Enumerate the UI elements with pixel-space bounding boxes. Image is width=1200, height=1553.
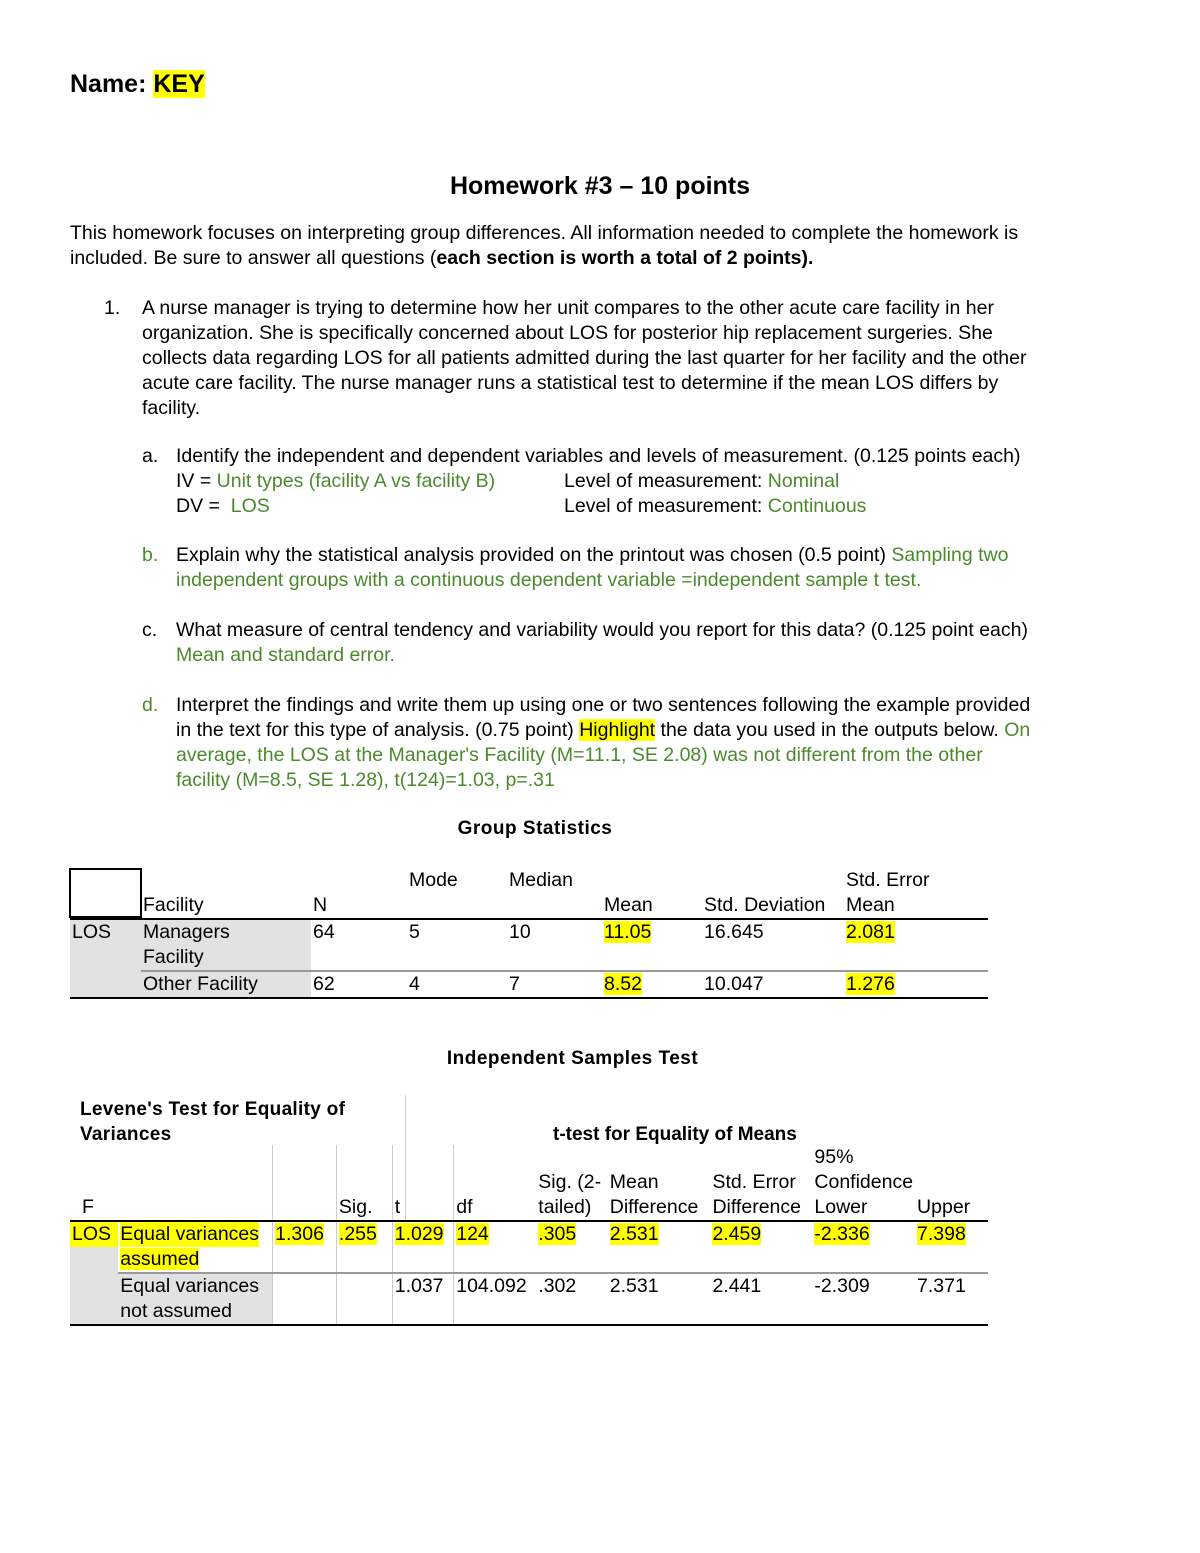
col-ci-line1: 95% (814, 1146, 854, 1168)
item-d-question-end: the data you used in the outputs below. (655, 719, 1005, 741)
median-cell: 7 (509, 973, 520, 995)
sig2-cell: .302 (538, 1275, 577, 1297)
f-cell (273, 1221, 337, 1273)
df-cell (454, 1221, 537, 1273)
item-c-answer: Mean and standard error. (176, 644, 395, 666)
md-value: 2.531 (609, 1223, 659, 1245)
page-title: Homework #3 – 10 points (449, 172, 751, 200)
levene-line2: Variances (80, 1124, 172, 1145)
row-label-text: LOS (72, 1223, 112, 1245)
item-d-answer-line: average, the LOS at the Manager's Facility (M=11.1, SE 2.08) was not different from the other (176, 744, 983, 766)
facility-cell: Other Facility (141, 971, 311, 998)
mean-value: 8.52 (604, 973, 642, 995)
col-sig: Sig. (336, 1145, 392, 1221)
question-1-text (142, 296, 1132, 421)
sig-cell (336, 1273, 392, 1325)
facility-line1: Managers (143, 921, 230, 943)
col-df: df (454, 1145, 537, 1221)
se-cell (844, 971, 988, 998)
item-a-label: a. (142, 445, 159, 467)
median-cell: 10 (509, 921, 531, 943)
dv-level-label: Level of measurement: (564, 495, 768, 517)
upper-cell (915, 1221, 988, 1273)
col-sed-line1: Std. Error (712, 1171, 796, 1193)
dv-answer: LOS (230, 495, 270, 517)
sig-cell (336, 1221, 392, 1273)
col-sig2 (536, 1145, 607, 1221)
table-row (70, 1273, 988, 1325)
upper-value: 7.398 (917, 1223, 966, 1245)
iv-level-answer: Nominal (767, 470, 840, 492)
table-row (70, 971, 988, 998)
n-cell: 62 (313, 973, 335, 995)
levene-heading (80, 1097, 345, 1147)
iv-level-label: Level of measurement: (564, 470, 768, 492)
variance-label-line2: assumed (120, 1248, 200, 1270)
mean-value: 11.05 (604, 921, 652, 943)
q1-line: facility. (142, 397, 201, 419)
group-statistics-table (70, 868, 988, 999)
intro-line-1: This homework focuses on interpreting group differences. All information needed to complete the homework is (70, 222, 1019, 244)
independent-samples-table (70, 1145, 988, 1326)
item-a (176, 444, 1136, 519)
intro-bold: each section is worth a total of 2 points). (436, 247, 814, 269)
col-median: Median (509, 869, 573, 891)
variance-label-line2: not assumed (120, 1300, 232, 1322)
table-row (70, 919, 988, 971)
question-number: 1. (104, 297, 121, 319)
col-mode: Mode (409, 869, 458, 891)
ttest-heading: t-test for Equality of Means (553, 1124, 797, 1145)
col-f: F (82, 1196, 94, 1218)
item-d (176, 693, 1136, 793)
lower-cell (812, 1221, 915, 1273)
sig-value: .255 (338, 1223, 377, 1245)
sig2-value: .305 (538, 1223, 577, 1245)
item-a-question: Identify the independent and dependent variables and levels of measurement. (0.125 points each) (176, 445, 1021, 467)
col-se (844, 868, 988, 919)
se-cell (844, 919, 988, 971)
intro-paragraph (70, 221, 1140, 271)
t-cell (392, 1221, 454, 1273)
col-upper: Upper (917, 1196, 971, 1218)
q1-line: acute care facility. The nurse manager runs a statistical test to determine if the mean LOS differs by (142, 372, 999, 394)
q1-line: organization. She is specifically concerned about LOS for posterior hip replacement surgeries. She (142, 322, 993, 344)
q1-line: collects data regarding LOS for all patients admitted during the last quarter for her facility and the other (142, 347, 1027, 369)
col-sig2-line2: tailed) (538, 1196, 592, 1218)
sig2-cell (536, 1221, 607, 1273)
lower-value: -2.336 (814, 1223, 870, 1245)
item-c (176, 618, 1136, 668)
col-lower: Lower (814, 1196, 868, 1218)
col-se-line1: Std. Error (846, 869, 930, 891)
name-label: Name: (70, 70, 147, 98)
col-sd: Std. Deviation (704, 894, 826, 916)
col-sed-line2: Difference (712, 1196, 801, 1218)
independent-samples-title: Independent Samples Test (446, 1048, 699, 1069)
t-cell: 1.037 (392, 1273, 454, 1325)
highlight-word: Highlight (579, 719, 656, 741)
se-value: 2.081 (846, 921, 895, 943)
sed-cell (710, 1221, 812, 1273)
group-statistics-title: Group Statistics (457, 818, 613, 839)
col-md-line1: Mean (609, 1171, 659, 1193)
levene-line1: Levene's Test for Equality of (80, 1099, 346, 1120)
col-sed (710, 1145, 812, 1221)
q1-line: A nurse manager is trying to determine how her unit compares to the other acute care facility in her (142, 297, 994, 319)
mean-cell (602, 971, 702, 998)
iv-level (564, 469, 839, 494)
col-sig2-line1: Sig. (2- (538, 1171, 602, 1193)
facility-line2: Facility (143, 946, 204, 968)
dv-level (564, 494, 866, 519)
item-b-label: b. (142, 544, 159, 566)
f-cell (273, 1273, 337, 1325)
item-b-answer-cont: independent groups with a continuous dependent variable =independent sample t test. (176, 569, 922, 591)
variance-label-cell (118, 1273, 272, 1325)
df-value: 124 (456, 1223, 489, 1245)
sed-cell: 2.441 (712, 1275, 762, 1297)
n-cell: 64 (313, 921, 335, 943)
col-mean: Mean (604, 894, 653, 916)
col-se-line2: Mean (846, 894, 895, 916)
intro-text: included. Be sure to answer all questions ( (70, 247, 437, 269)
col-ci-line2: Confidence (814, 1171, 914, 1193)
iv-label: IV = (176, 470, 217, 492)
df-cell: 104.092 (454, 1273, 537, 1325)
iv-row (176, 469, 1136, 494)
intro-line-2 (70, 246, 1140, 271)
table-header-row (70, 868, 988, 919)
col-t: t (392, 1145, 454, 1221)
row-label (70, 1221, 118, 1325)
row-label: LOS (70, 919, 141, 998)
col-ci (812, 1145, 915, 1221)
iv-answer: Unit types (facility A vs facility B) (216, 470, 496, 492)
item-d-label: d. (142, 694, 159, 716)
item-c-question: What measure of central tendency and variability would you report for this data? (0.125 point each) (176, 619, 1028, 641)
col-md-line2: Difference (609, 1196, 699, 1218)
facility-cell (141, 919, 311, 971)
variance-label-line1: Equal variances (120, 1275, 260, 1297)
item-b-answer: Sampling two (891, 544, 1009, 566)
dv-row (176, 494, 1136, 519)
item-d-question: Interpret the findings and write them up using one or two sentences following the example provided (176, 694, 1031, 716)
md-cell (608, 1221, 711, 1273)
col-n: N (313, 894, 328, 916)
sd-cell: 16.645 (704, 921, 764, 943)
lower-cell: -2.309 (814, 1275, 870, 1297)
item-b (176, 543, 1136, 593)
upper-cell: 7.371 (917, 1275, 966, 1297)
mode-cell: 4 (409, 973, 420, 995)
table-row (70, 1221, 988, 1273)
variance-label-line1: Equal variances (120, 1223, 260, 1245)
mean-cell (602, 919, 702, 971)
dv-level-answer: Continuous (767, 495, 867, 517)
mode-cell: 5 (409, 921, 420, 943)
t-value: 1.029 (394, 1223, 444, 1245)
md-cell: 2.531 (609, 1275, 659, 1297)
item-d-answer-line: facility (M=8.5, SE 1.28), t(124)=1.03, p=.31 (176, 769, 555, 791)
col-md (608, 1145, 711, 1221)
dv-label: DV = (176, 495, 231, 517)
sd-cell: 10.047 (704, 973, 764, 995)
sed-value: 2.459 (712, 1223, 762, 1245)
name-value: KEY (153, 70, 205, 98)
item-d-answer-start: On (1004, 719, 1031, 741)
f-value: 1.306 (275, 1223, 324, 1245)
se-value: 1.276 (846, 973, 895, 995)
variance-label-cell (118, 1221, 272, 1273)
col-facility: Facility (143, 894, 204, 916)
name-line (70, 70, 205, 99)
table-header-row (70, 1145, 988, 1221)
item-b-question: Explain why the statistical analysis provided on the printout was chosen (0.5 point) (176, 544, 892, 566)
item-c-label: c. (142, 619, 158, 641)
item-d-question-cont: in the text for this type of analysis. (0.75 point) (176, 719, 580, 741)
